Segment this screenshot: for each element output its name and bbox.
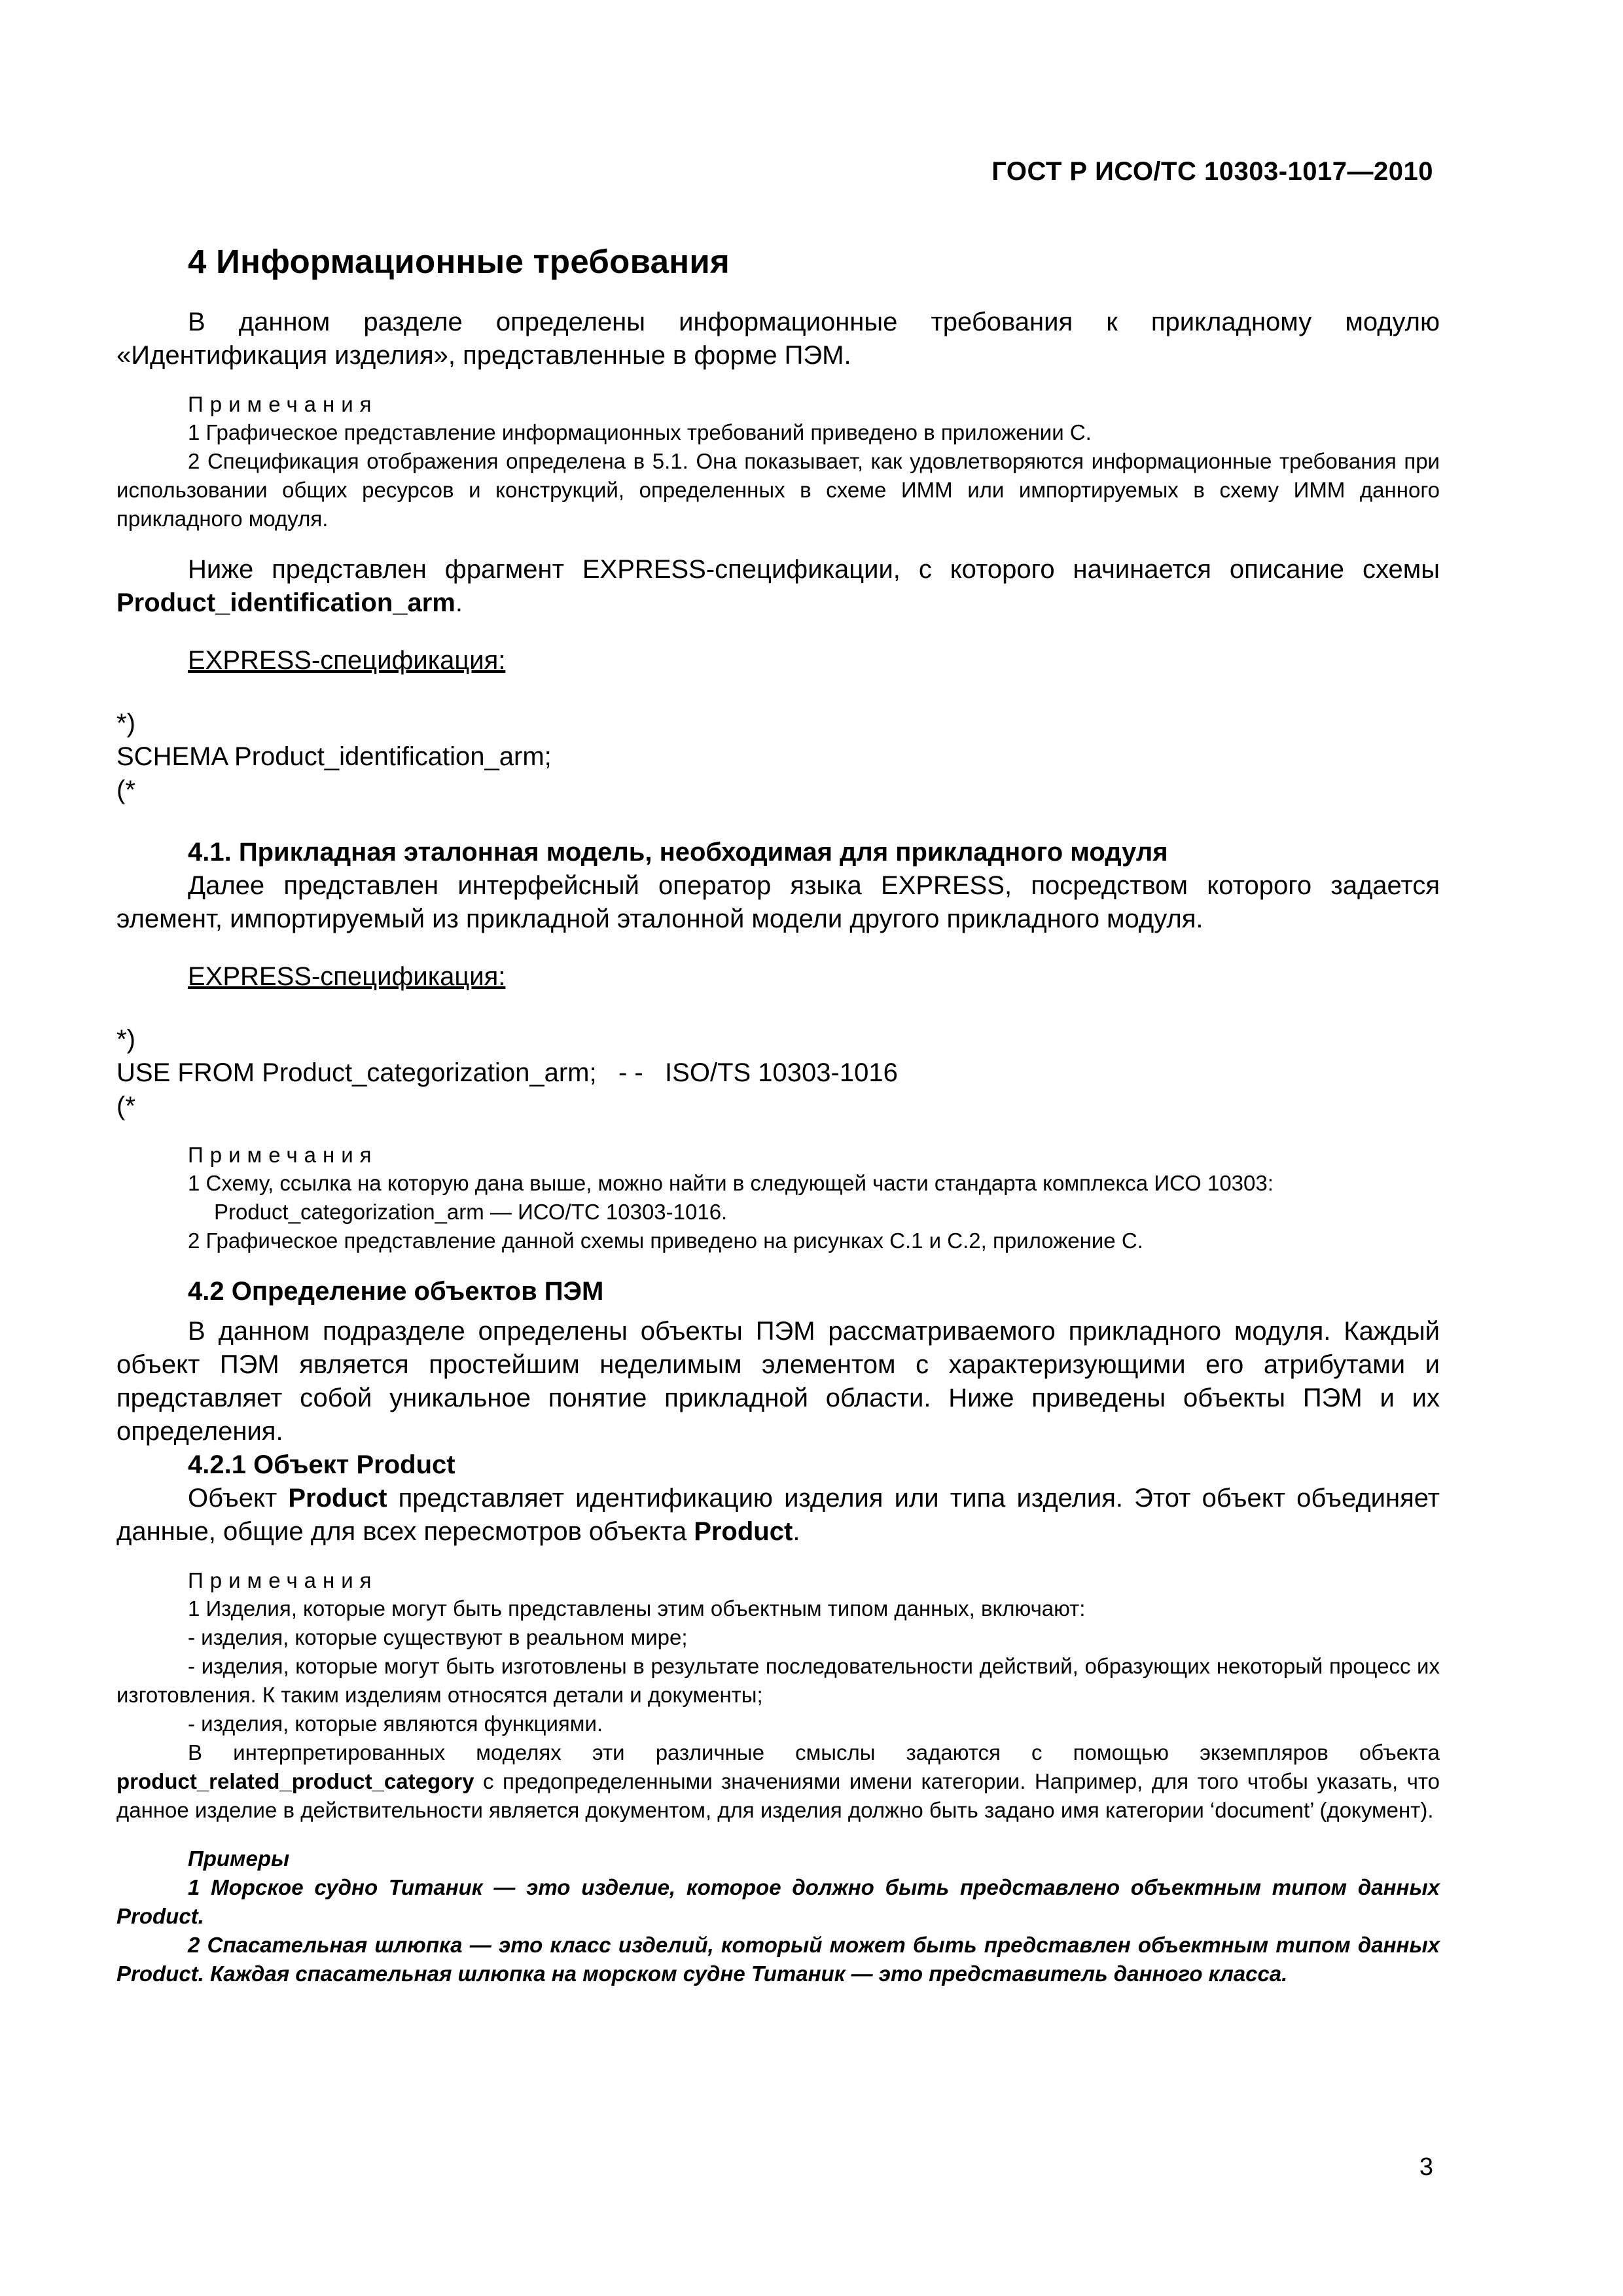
text-run: Объект bbox=[188, 1484, 289, 1513]
entity-name: Product bbox=[694, 1517, 793, 1546]
code-line: *) bbox=[116, 709, 135, 738]
notes-heading: Примечания bbox=[188, 392, 378, 416]
entity-name: product_related_product_category bbox=[116, 1769, 474, 1793]
express-spec-label: EXPRESS-спецификация: bbox=[188, 962, 506, 991]
page-number: 3 bbox=[1419, 2153, 1433, 2181]
express-intro-end: . bbox=[455, 588, 463, 617]
note-list-item: - изделия, которые существуют в реальном мире; bbox=[188, 1625, 688, 1649]
section-4-intro: В данном разделе определены информационные требования к прикладному модулю «Идентификация изделия», представленные в форме ПЭМ. bbox=[116, 308, 1440, 370]
section-4-2-title: 4.2 Определение объектов ПЭМ bbox=[188, 1277, 604, 1306]
notes-heading: Примечания bbox=[188, 1568, 378, 1592]
note-list-item: - изделия, которые являются функциями. bbox=[188, 1712, 603, 1736]
page-content bbox=[116, 242, 1440, 1988]
code-line: SCHEMA Product_identification_arm; bbox=[116, 742, 552, 771]
code-line: USE FROM Product_categorization_arm; - - ISO/TS 10303-1016 bbox=[116, 1058, 898, 1087]
entity-name: Product bbox=[288, 1484, 387, 1513]
schema-name: Product_identification_arm bbox=[116, 588, 455, 617]
standard-code: ГОСТ Р ИСО/ТС 10303-1017—2010 bbox=[991, 157, 1433, 186]
express-spec-label: EXPRESS-спецификация: bbox=[188, 646, 506, 675]
interpretation-note bbox=[116, 1738, 1440, 1825]
code-line: (* bbox=[116, 776, 135, 804]
text-run: В интерпретированных моделях эти различные смыслы задаются с помощью экземпляров объекта bbox=[188, 1740, 1440, 1765]
section-4-2-text: В данном подразделе определены объекты ПЭМ рассматриваемого прикладного модуля. Каждый объект ПЭМ является простейшим неделимым элементом с характеризующими его атрибутами и представляет собой уникальное понятие прикладной области. Ниже приведены объекты ПЭМ и их определения. bbox=[116, 1317, 1440, 1446]
text-run: с предопределенными значениями имени категории. Например, для того чтобы указать, что данное изделие в действительности является документом, для изделия должно быть задано имя категории ‘document’ (документ). bbox=[116, 1769, 1440, 1822]
section-4-2-1-text bbox=[116, 1482, 1440, 1549]
section-4-title: 4 Информационные требования bbox=[188, 243, 730, 280]
note-item: 2 Графическое представление данной схемы приведено на рисунках С.1 и С.2, приложение С. bbox=[188, 1229, 1143, 1253]
note-list-item: - изделия, которые могут быть изготовлены в результате последовательности действий, образующих некоторый процесс их изготовления. К таким изделиям относятся детали и документы; bbox=[116, 1654, 1440, 1707]
notes-heading: Примечания bbox=[188, 1143, 378, 1167]
note-item: 1 Графическое представление информационных требований приведено в приложении С. bbox=[188, 420, 1092, 444]
note-item: 1 Схему, ссылка на которую дана выше, можно найти в следующей части стандарта комплекса ИСО 10303: Product_categorization_arm — ИСО/ТС 10303-1016. bbox=[188, 1171, 1274, 1224]
note-item: 1 Изделия, которые могут быть представлены этим объектным типом данных, включают: bbox=[188, 1596, 1086, 1621]
express-intro-paragraph bbox=[116, 553, 1440, 620]
note-item: 2 Спецификация отображения определена в 5.1. Она показывает, как удовлетворяются информационные требования при использовании общих ресурсов и конструкций, определенных в схеме ИММ или импортируемых в схему ИММ данного прикладного модуля. bbox=[116, 449, 1440, 531]
text-run: . bbox=[793, 1517, 800, 1546]
code-line: (* bbox=[116, 1092, 135, 1121]
code-line: *) bbox=[116, 1025, 135, 1054]
text-run: представляет идентификацию изделия или типа изделия. Этот объект объединяет данные, общие для всех пересмотров объекта bbox=[116, 1484, 1440, 1546]
example-item: 1 Морское судно Титаник — это изделие, которое должно быть представлено объектным типом данных Product. bbox=[116, 1875, 1440, 1928]
examples-heading: Примеры bbox=[188, 1846, 290, 1871]
express-intro-text: Ниже представлен фрагмент EXPRESS-спецификации, с которого начинается описание схемы bbox=[188, 555, 1440, 584]
section-4-2-1-title: 4.2.1 Объект Product bbox=[188, 1450, 455, 1479]
section-4-1-title: 4.1. Прикладная эталонная модель, необходимая для прикладного модуля bbox=[188, 838, 1168, 867]
example-item: 2 Спасательная шлюпка — это класс изделий, который может быть представлен объектным типом данных Product. Каждая спасательная шлюпка на морском судне Титаник — это представитель данного класса. bbox=[116, 1933, 1440, 1986]
section-4-1-text: Далее представлен интерфейсный оператор языка EXPRESS, посредством которого задается элемент, импортируемый из прикладной эталонной модели другого прикладного модуля. bbox=[116, 871, 1440, 933]
